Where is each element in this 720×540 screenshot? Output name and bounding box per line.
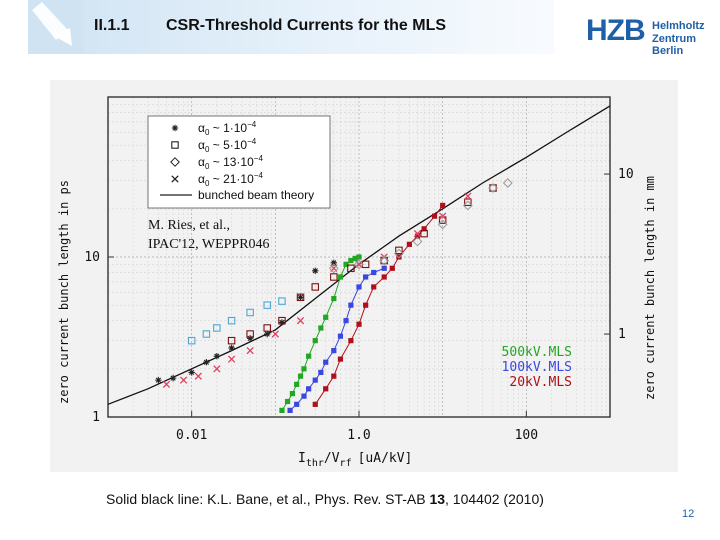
data-point xyxy=(390,266,395,271)
data-point xyxy=(297,294,303,300)
x-label-unit: [uA/kV] xyxy=(357,451,413,466)
data-point xyxy=(313,402,318,407)
x-label-sub2: rf xyxy=(339,458,352,469)
data-point xyxy=(407,242,412,247)
data-point xyxy=(343,318,348,323)
data-point xyxy=(338,334,343,339)
y-axis-label-right: zero current bunch length in mm xyxy=(643,176,657,400)
data-point xyxy=(294,402,299,407)
data-point xyxy=(188,369,194,375)
x-tick-label: 100 xyxy=(514,428,539,443)
data-point xyxy=(279,408,284,413)
marker-legend xyxy=(148,116,330,208)
voltage-legend xyxy=(502,345,572,390)
section-number: II.1.1 xyxy=(94,17,130,34)
series-group xyxy=(155,260,337,384)
data-point xyxy=(323,386,328,391)
y-tick-label-right: 10 xyxy=(618,167,634,183)
x-label-mid: /V xyxy=(323,451,340,466)
x-label-main: I xyxy=(298,451,306,466)
data-point xyxy=(356,322,361,327)
data-point xyxy=(247,335,253,341)
data-point xyxy=(312,268,318,274)
data-point xyxy=(294,382,299,387)
data-point xyxy=(331,296,336,301)
voltage-legend-label: 100kV.MLS xyxy=(501,360,572,375)
x-axis-label xyxy=(298,451,412,469)
data-point xyxy=(331,374,336,379)
series-group xyxy=(279,254,361,413)
data-point xyxy=(298,374,303,379)
legend-entry-label: $\alpha_0$ ~ $13\cdot 10^{-4}$ xyxy=(198,154,263,171)
voltage-legend-label: 20kV.MLS xyxy=(509,375,572,390)
data-point xyxy=(247,347,253,353)
data-point xyxy=(272,331,278,337)
data-point xyxy=(363,274,368,279)
data-point xyxy=(371,270,376,275)
data-point xyxy=(396,254,401,259)
data-point xyxy=(338,274,343,279)
data-point xyxy=(318,370,323,375)
data-point xyxy=(356,284,361,289)
logo-line-1: Helmholtz xyxy=(652,20,705,32)
x-label-sub1: thr xyxy=(305,458,324,469)
footer-prefix: Solid black line: K.L. Bane, et al., Phys. Rev. ST-AB xyxy=(106,491,430,507)
data-point xyxy=(323,360,328,365)
data-point xyxy=(306,354,311,359)
footer-volume: 13 xyxy=(429,491,446,507)
data-point xyxy=(172,125,178,131)
data-point xyxy=(279,319,285,325)
footer-citation xyxy=(106,491,544,507)
data-point xyxy=(203,331,209,337)
data-point xyxy=(228,345,234,351)
footer-suffix: , 104402 (2010) xyxy=(445,491,544,507)
series-line xyxy=(282,257,359,410)
data-point xyxy=(323,315,328,320)
legend-entry-label: $\alpha_0$ ~ $21\cdot 10^{-4}$ xyxy=(198,171,263,188)
x-tick-label: 1.0 xyxy=(347,428,371,443)
data-point xyxy=(331,260,337,266)
data-point xyxy=(338,357,343,362)
data-point xyxy=(306,386,311,391)
voltage-legend-label: 500kV.MLS xyxy=(501,345,572,360)
data-point xyxy=(331,348,336,353)
y-tick-label-left: 1 xyxy=(92,410,100,425)
data-point xyxy=(264,331,270,337)
data-point xyxy=(440,203,445,208)
y-tick-label-left: 10 xyxy=(84,250,100,265)
data-point xyxy=(290,391,295,396)
logo-line-2: Zentrum Berlin xyxy=(652,33,696,57)
data-point xyxy=(313,378,318,383)
data-point xyxy=(203,359,209,365)
legend-entry-label: $\alpha_0$ ~ $5\cdot 10^{-4}$ xyxy=(198,137,257,154)
data-point xyxy=(318,325,323,330)
annotation-line-1: M. Ries, et al., xyxy=(148,218,231,233)
y-tick-label-right: 1 xyxy=(618,327,626,343)
data-point xyxy=(382,274,387,279)
legend-theory-label: bunched beam theory xyxy=(198,188,315,202)
data-point xyxy=(432,214,437,219)
data-point xyxy=(287,408,292,413)
x-tick-label: 0.01 xyxy=(176,428,208,443)
data-point xyxy=(301,394,306,399)
slide-title: CSR-Threshold Currents for the MLS xyxy=(166,17,447,34)
legend-entry-label: $\alpha_0$ ~ $1\cdot 10^{-4}$ xyxy=(198,120,257,137)
data-point xyxy=(301,366,306,371)
data-point xyxy=(382,266,387,271)
data-point xyxy=(195,373,201,379)
data-point xyxy=(170,375,176,381)
data-point xyxy=(313,338,318,343)
data-point xyxy=(363,303,368,308)
data-point xyxy=(356,254,361,259)
logo-mark: HZB xyxy=(586,14,645,47)
data-point xyxy=(371,284,376,289)
page-number: 12 xyxy=(682,508,695,520)
series-line xyxy=(290,268,384,410)
data-point xyxy=(285,399,290,404)
data-point xyxy=(279,298,285,304)
y-axis-label-left: zero current bunch length in ps xyxy=(57,180,71,404)
data-point xyxy=(348,303,353,308)
annotation-line-2: IPAC'12, WEPPR046 xyxy=(148,237,270,252)
data-point xyxy=(348,338,353,343)
